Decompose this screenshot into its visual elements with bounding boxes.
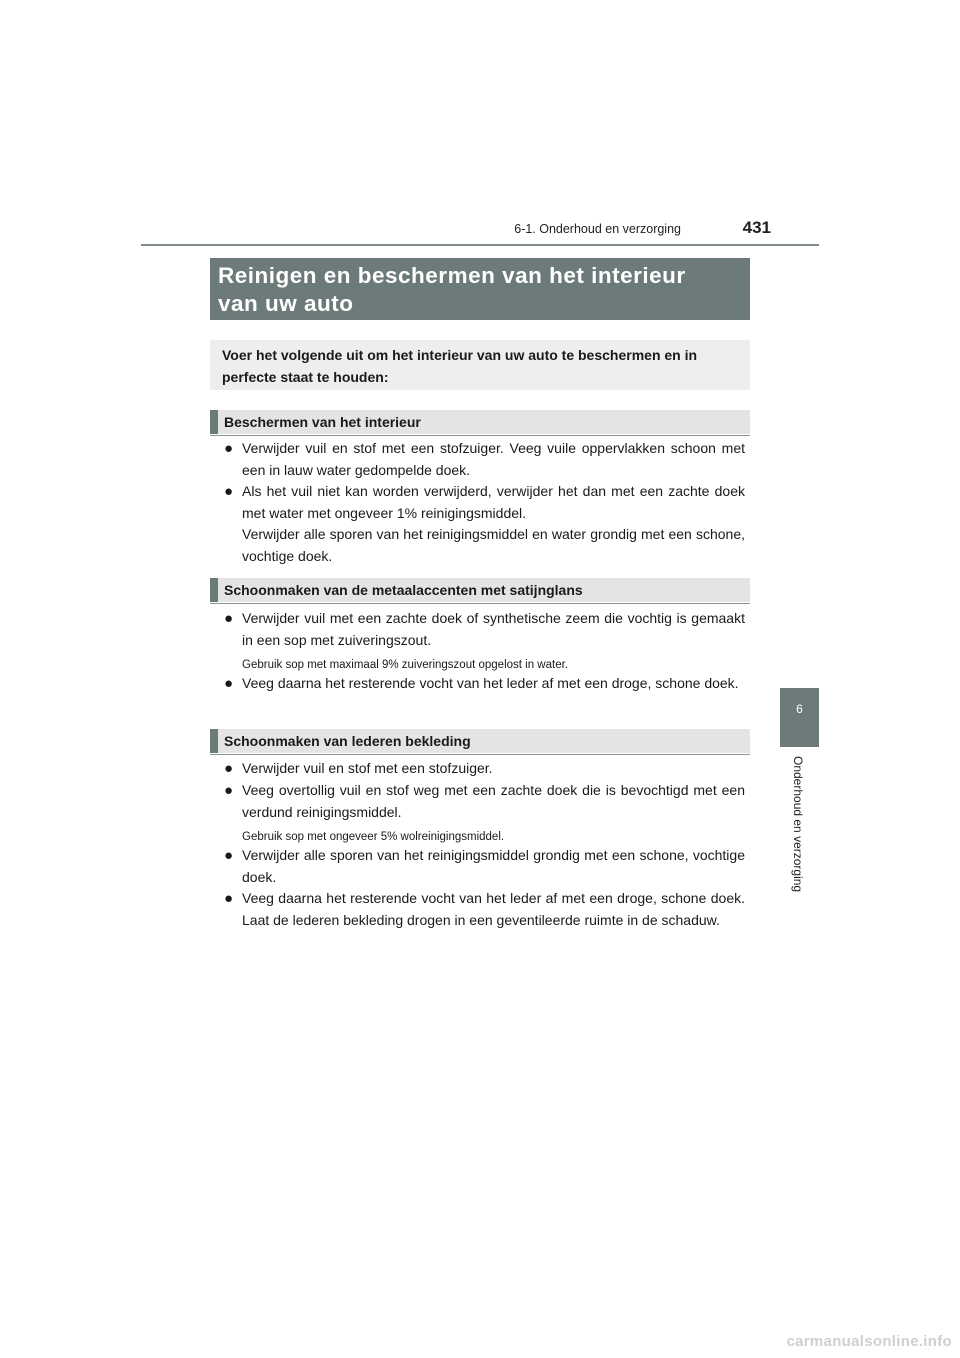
header-divider [141,244,819,246]
note-text: Gebruik sop met ongeveer 5% wolreinigingsmiddel. [242,831,505,843]
intro-box [210,340,750,390]
list-item-continuation: Verwijder alle sporen van het reinigingsmiddel en water grondig met een schone, vochtige doek. [242,526,745,564]
page-header [141,218,819,246]
list-item: ● Verwijder alle sporen van het reinigingsmiddel grondig met een schone, vochtige doek. [224,847,745,885]
bullet-icon: ● [224,782,234,799]
bullet-icon: ● [224,483,234,500]
section-heading-protect-interior: Beschermen van het interieur [210,410,750,434]
section-heading-satin-metal: Schoonmaken van de metaalaccenten met satijnglans [210,578,750,602]
list-item: ● Verwijder vuil en stof met een stofzuiger. [224,758,745,780]
bullet-icon: ● [224,847,234,864]
bullet-icon: ● [224,760,234,777]
watermark: carmanualsonline.info [786,1333,952,1350]
chapter-label: Onderhoud en verzorging [791,756,805,893]
header-section-title: 6-1. Onderhoud en verzorging [514,222,681,236]
intro-line-2: perfecte staat te houden: [222,369,389,385]
bullet-icon: ● [224,675,234,692]
intro-line-1: Voer het volgende uit om het interieur van uw auto te beschermen en in [222,347,698,363]
bullet-icon: ● [224,890,234,907]
page-title [210,258,750,320]
note-text: Gebruik sop met maximaal 9% zuiveringszout opgelost in water. [242,659,568,671]
list-item: ● Veeg overtollig vuil en stof weg met een zachte doek die is bevochtigd met een verdund reinigingsmiddel. [224,782,745,820]
list-item: ● Als het vuil niet kan worden verwijderd, verwijder het dan met een zachte doek met water met ongeveer 1% reinigingsmiddel. [224,483,745,521]
page-title-line-1: Reinigen en beschermen van het interieur [218,263,686,288]
bullet-icon: ● [224,440,234,457]
page-title-line-2: van uw auto [218,291,354,316]
bullet-icon: ● [224,610,234,627]
list-item: ● Veeg daarna het resterende vocht van het leder af met een droge, schone doek. Laat de lederen bekleding drogen in een geventileerde ruimte in de schaduw. [224,890,745,928]
section-heading-leather: Schoonmaken van lederen bekleding [210,729,750,753]
chapter-tab: 6 [780,688,819,747]
list-item: ● Verwijder vuil en stof met een stofzuiger. Veeg vuile oppervlakken schoon met een in lauw water gedompelde doek. [224,440,745,478]
list-item: ● Verwijder vuil met een zachte doek of synthetische zeem die vochtig is gemaakt in een sop met zuiveringszout. [224,610,745,648]
list-item: ● Veeg daarna het resterende vocht van het leder af met een droge, schone doek. [224,673,745,695]
page-number: 431 [742,218,771,237]
